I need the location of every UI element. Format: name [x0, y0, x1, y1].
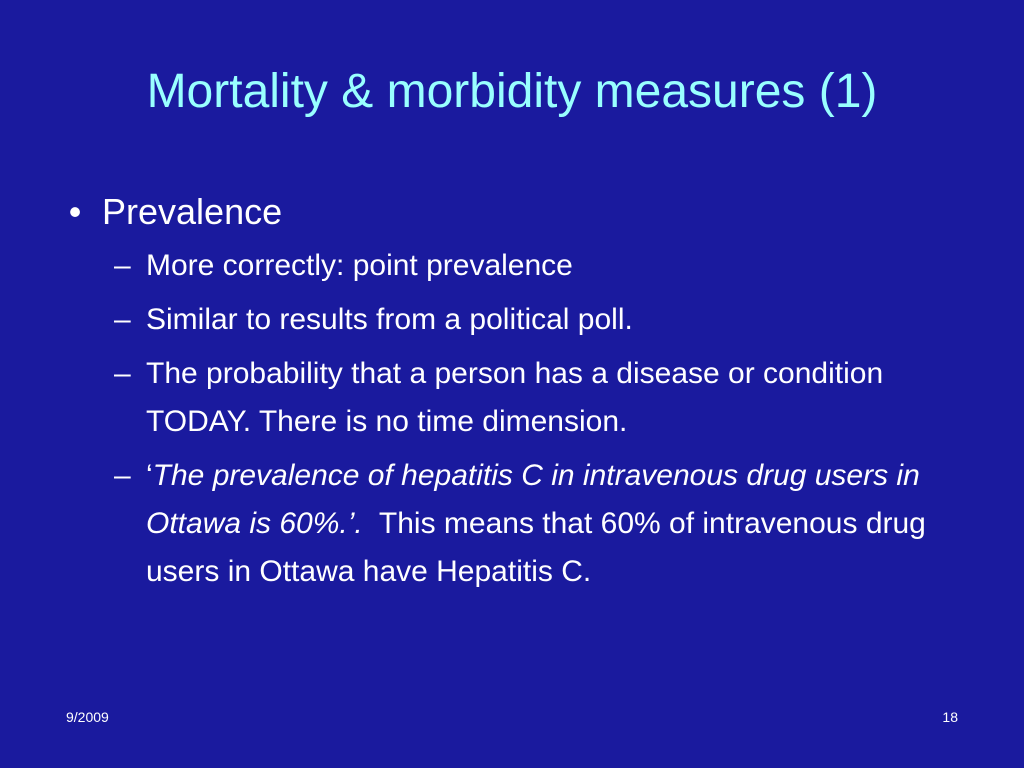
dash-marker: – — [114, 303, 131, 336]
open-quote: ‘ — [146, 459, 153, 492]
slide-content — [60, 188, 980, 602]
slide-title: Mortality & morbidity measures (1) — [146, 65, 878, 118]
dash-marker: – — [114, 357, 131, 390]
page-number: 18 — [942, 709, 958, 725]
sub-bullet-text: More correctly: point prevalence — [146, 249, 573, 282]
sub-bullet-text: Similar to results from a political poll. — [146, 303, 633, 336]
sub-bullet-point-prevalence — [114, 242, 980, 290]
explanation-text: This means that 60% of intravenous drug users in Ottawa have Hepatitis C. — [146, 507, 935, 588]
footer-date: 9/2009 — [66, 709, 109, 725]
bullet-prevalence — [60, 188, 980, 236]
sub-bullet-text: The probability that a person has a disease or condition TODAY. There is no time dimension. — [146, 357, 884, 438]
bullet-text: Prevalence — [102, 191, 283, 232]
sub-bullet-hepatitis-example — [114, 452, 980, 596]
dash-marker: – — [114, 249, 131, 282]
sub-bullet-list — [60, 242, 980, 596]
bullet-marker: • — [68, 191, 82, 232]
italic-quote: The prevalence of hepatitis C in intravenous drug users in Ottawa is 60%.’. — [146, 459, 920, 540]
dash-marker: – — [114, 459, 131, 492]
sub-bullet-political-poll — [114, 296, 980, 344]
sub-bullet-probability — [114, 350, 980, 446]
